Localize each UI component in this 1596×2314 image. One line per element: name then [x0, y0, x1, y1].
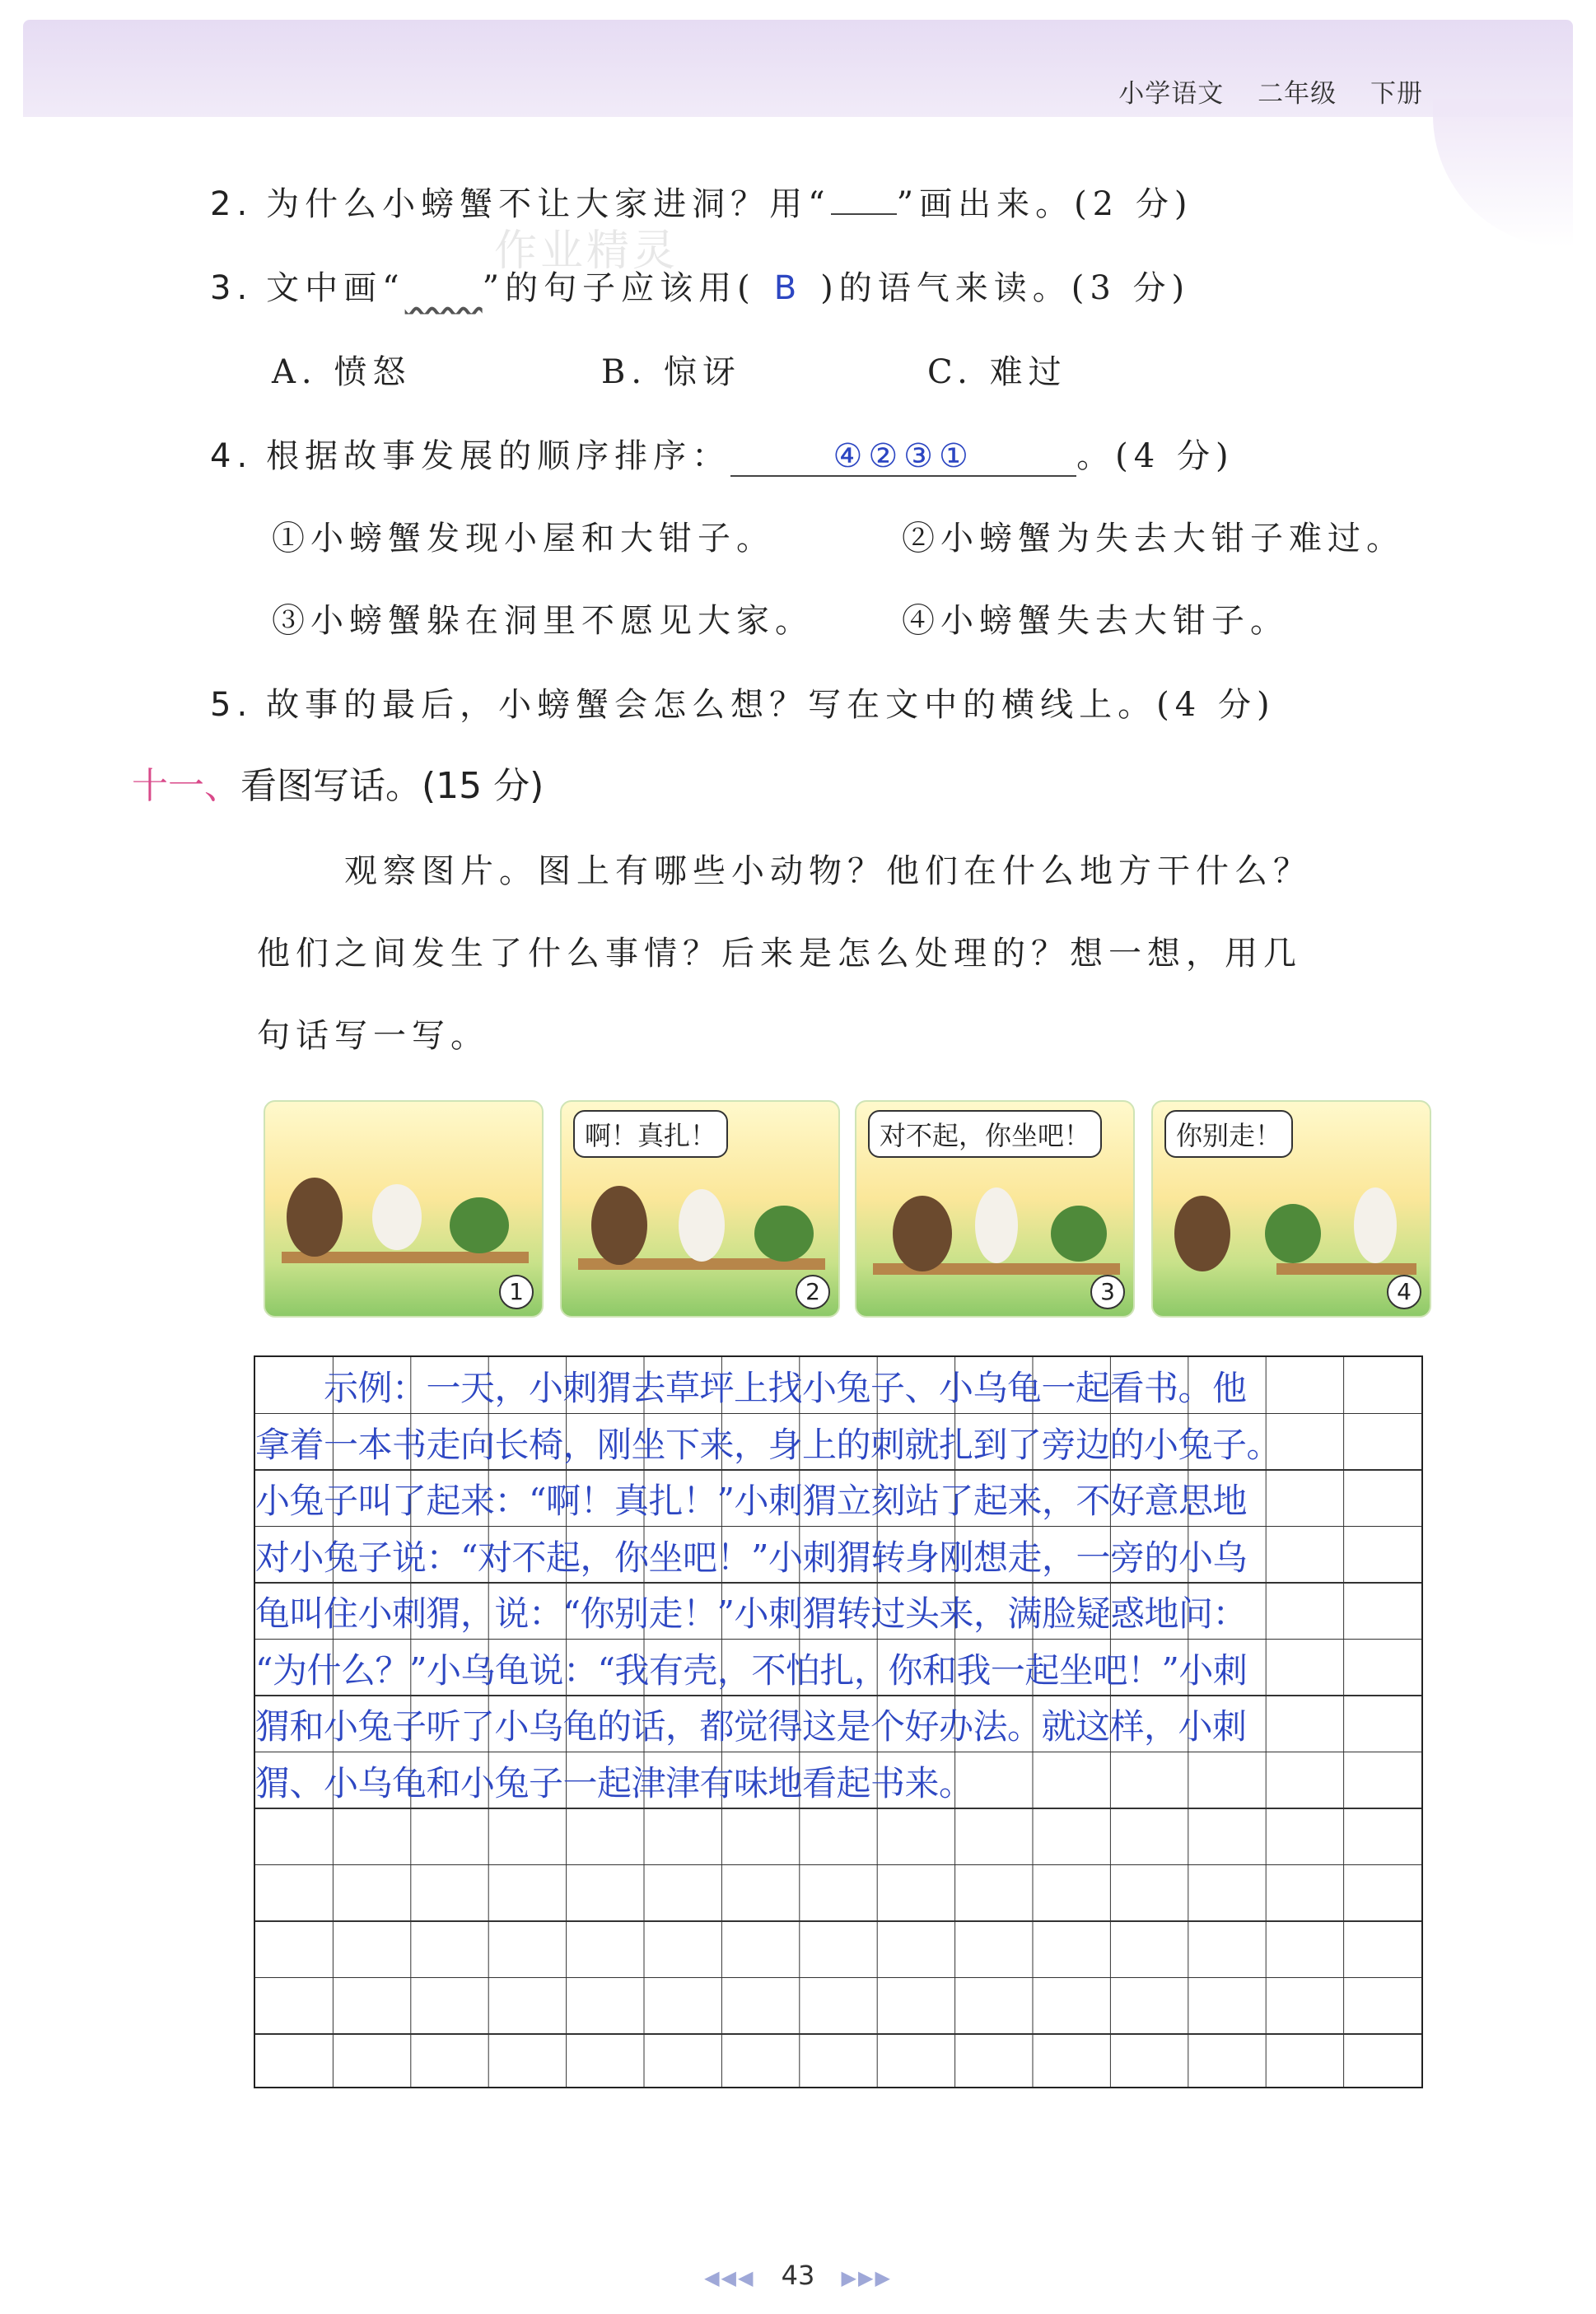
question-4-items-row2: ③小螃蟹躲在洞里不愿见大家。 ④小螃蟹失去大钳子。 — [272, 602, 1289, 640]
essay-line: 猬和小兔子听了小乌龟的话，都觉得这是个好办法。就这样，小刺 — [255, 1706, 1247, 1747]
q4-answer: ④②③① — [833, 437, 974, 475]
q4-answer-blank — [730, 437, 1076, 477]
comic-panel-1 — [264, 1100, 544, 1318]
section-11-prompt-1: 观察图片。图上有哪些小动物？他们在什么地方干什么？ — [344, 852, 1312, 890]
question-5: 5. 故事的最后，小螃蟹会怎么想？写在文中的横线上。(4 分) — [210, 686, 1276, 724]
question-4-items-row1: ①小螃蟹发现小屋和大钳子。 ②小螃蟹为失去大钳子难过。 — [272, 520, 1405, 558]
section-11-heading: 十一、看图写话。(15 分) — [132, 765, 544, 807]
comic-panel-2 — [560, 1100, 840, 1318]
right-arrows-icon: ▶▶▶ — [841, 2266, 892, 2289]
section-11-prompt-3: 句话写一写。 — [257, 1017, 489, 1055]
question-2: 2. 为什么小螃蟹不让大家进洞？用“ ”画出来。(2 分) — [210, 185, 1193, 223]
watermark-logo: 作业精灵 — [494, 226, 679, 276]
speech-bubble: 对不起，你坐吧！ — [868, 1110, 1102, 1158]
wavy-line-sample — [405, 262, 483, 309]
header-book-info: 小学语文 二年级 下册 — [1118, 79, 1423, 109]
essay-line: 猬、小乌龟和小兔子一起津津有味地看起书来。 — [255, 1762, 973, 1803]
section-11-prompt-2: 他们之间发生了什么事情？后来是怎么处理的？想一想，用几 — [257, 935, 1302, 973]
essay-line: 小兔子叫了起来：“啊！真扎！”小刺猬立刻站了起来，不好意思地 — [255, 1481, 1247, 1521]
page-footer — [0, 2260, 1596, 2291]
essay-line: 示例：一天，小刺猬去草坪上找小兔子、小乌龟一起看书。他 — [255, 1368, 1247, 1408]
comic-panel-3 — [855, 1100, 1135, 1318]
essay-line: “为什么？”小乌龟说：“我有壳，不怕扎，你和我一起坐吧！”小刺 — [255, 1649, 1248, 1691]
panel-number: 1 — [499, 1275, 534, 1309]
left-arrows-icon: ◀◀◀ — [704, 2266, 755, 2289]
essay-line: 对小兔子说：“对不起，你坐吧！”小刺猬转身刚想走，一旁的小乌 — [255, 1537, 1247, 1578]
panel-number: 2 — [796, 1275, 830, 1309]
header-band-tail — [1433, 99, 1573, 247]
underline-sample — [831, 213, 897, 215]
question-4: 4. 根据故事发展的顺序排序： ④②③① 。(4 分) — [210, 437, 1234, 475]
panel-number: 3 — [1090, 1275, 1125, 1309]
comic-panel-4 — [1151, 1100, 1431, 1318]
q3-answer: B — [773, 269, 803, 307]
sample-essay — [255, 1360, 1425, 1812]
question-3-options: A. 愤怒 B. 惊讶 C. 难过 — [272, 353, 1067, 391]
speech-bubble: 啊！真扎！ — [573, 1110, 728, 1158]
speech-bubble: 你别走！ — [1164, 1110, 1293, 1158]
essay-line: 龟叫住小刺猬，说：“你别走！”小刺猬转过头来，满脸疑惑地问： — [255, 1593, 1247, 1634]
panel-number: 4 — [1387, 1275, 1421, 1309]
question-3: 3. 文中画“ ”的句子应该用( B )的语气来读。(3 分) — [210, 262, 1190, 309]
essay-line: 拿着一本书走向长椅，刚坐下来，身上的刺就扎到了旁边的小兔子。 — [255, 1424, 1281, 1465]
page-number: 43 — [781, 2260, 815, 2291]
